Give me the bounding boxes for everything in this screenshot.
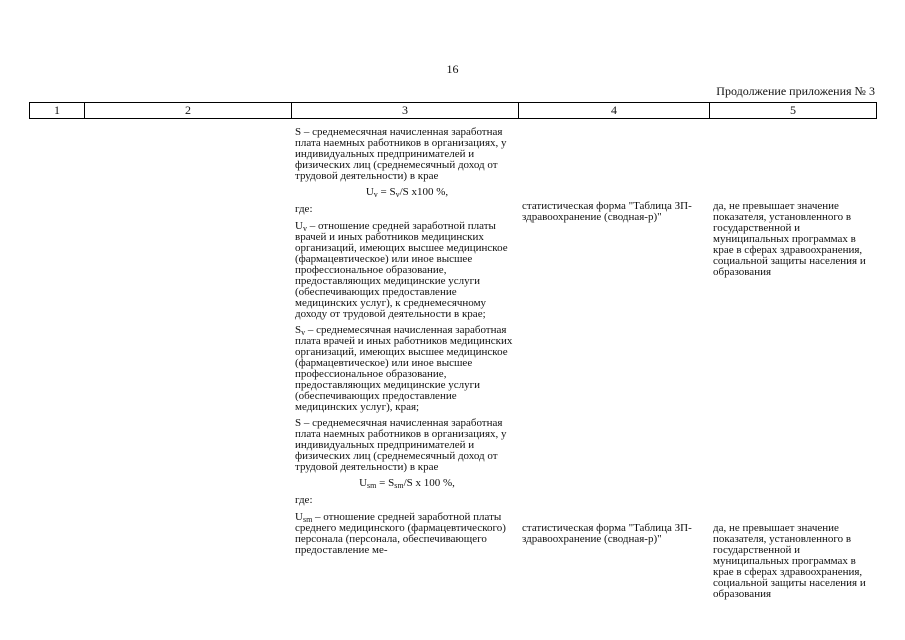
data-source-text: статистическая форма "Таблица ЗП-здравоохранение (сводная-р)" [522, 522, 692, 545]
page-number: 16 [446, 62, 459, 76]
data-source-row-2 [522, 523, 708, 545]
header-col-4: 4 [519, 103, 710, 119]
appendix-continuation-label: Продолжение приложения № 3 [716, 84, 875, 98]
definition-sv: $S_v$ – среднемесячная начисленная заработная плата врачей и иных работников медицинских организаций, имеющих высшее медицинское (фармацевтическое) или иное высшее профессиональное образование, предоставляющих медицинские услуги (обеспечивающих предоставление медицинских услуг), края; [295, 324, 513, 413]
target-condition-row-2 [713, 523, 875, 600]
definition-uv: $U_v$ – отношение средней заработной платы врачей и иных работников медицинских организаций, имеющих высшее медицинское (фармацевтическое) или иное высшее профессиональное образование, предоставляющих медицинские услуги (обеспечивающих предоставление медицинских услуг), к среднемесячному доходу от трудовой деятельности в крае; [295, 220, 508, 320]
target-condition-text: да, не превышает значение показателя, установленного в государственной и муниципальных программах в крае в сферах здравоохранения, социальной защиты населения и образования [713, 200, 866, 278]
column-number-header [29, 102, 877, 119]
header-col-3: 3 [292, 103, 519, 119]
definition-s-1: S – среднемесячная начисленная заработная плата наемных работников в организациях, у индивидуальных предпринимателей и физических лиц (среднемесячный доход от трудовой деятельности) в крае [295, 126, 507, 182]
header-row [30, 103, 877, 119]
header-col-1: 1 [30, 103, 85, 119]
formula-usm: $U_{sm} = S_{sm}/S$ x 100 %, [359, 477, 455, 490]
formula-uv: $U_v = S_v/S$ x100 %, [365, 186, 449, 199]
target-condition-row-1 [713, 201, 875, 278]
where-label-1: где: [295, 203, 313, 215]
calculation-method-column [295, 127, 519, 561]
definition-usm: $U_{sm}$ – отношение средней заработной платы среднего медицинского (фармацевтического) персонала (персонала, обеспечивающего предоставление ме- [295, 511, 506, 556]
data-source-text: статистическая форма "Таблица ЗП-здравоохранение (сводная-р)" [522, 200, 692, 223]
header-col-2: 2 [85, 103, 292, 119]
header-col-5: 5 [710, 103, 877, 119]
data-source-row-1 [522, 201, 708, 223]
where-label-2: где: [295, 494, 313, 506]
target-condition-text: да, не превышает значение показателя, установленного в государственной и муниципальных программах в крае в сферах здравоохранения, социальной защиты населения и образования [713, 522, 866, 600]
definition-s-2: S – среднемесячная начисленная заработная плата наемных работников в организациях, у индивидуальных предпринимателей и физических лиц (среднемесячный доход от трудовой деятельности) в крае [295, 417, 507, 473]
